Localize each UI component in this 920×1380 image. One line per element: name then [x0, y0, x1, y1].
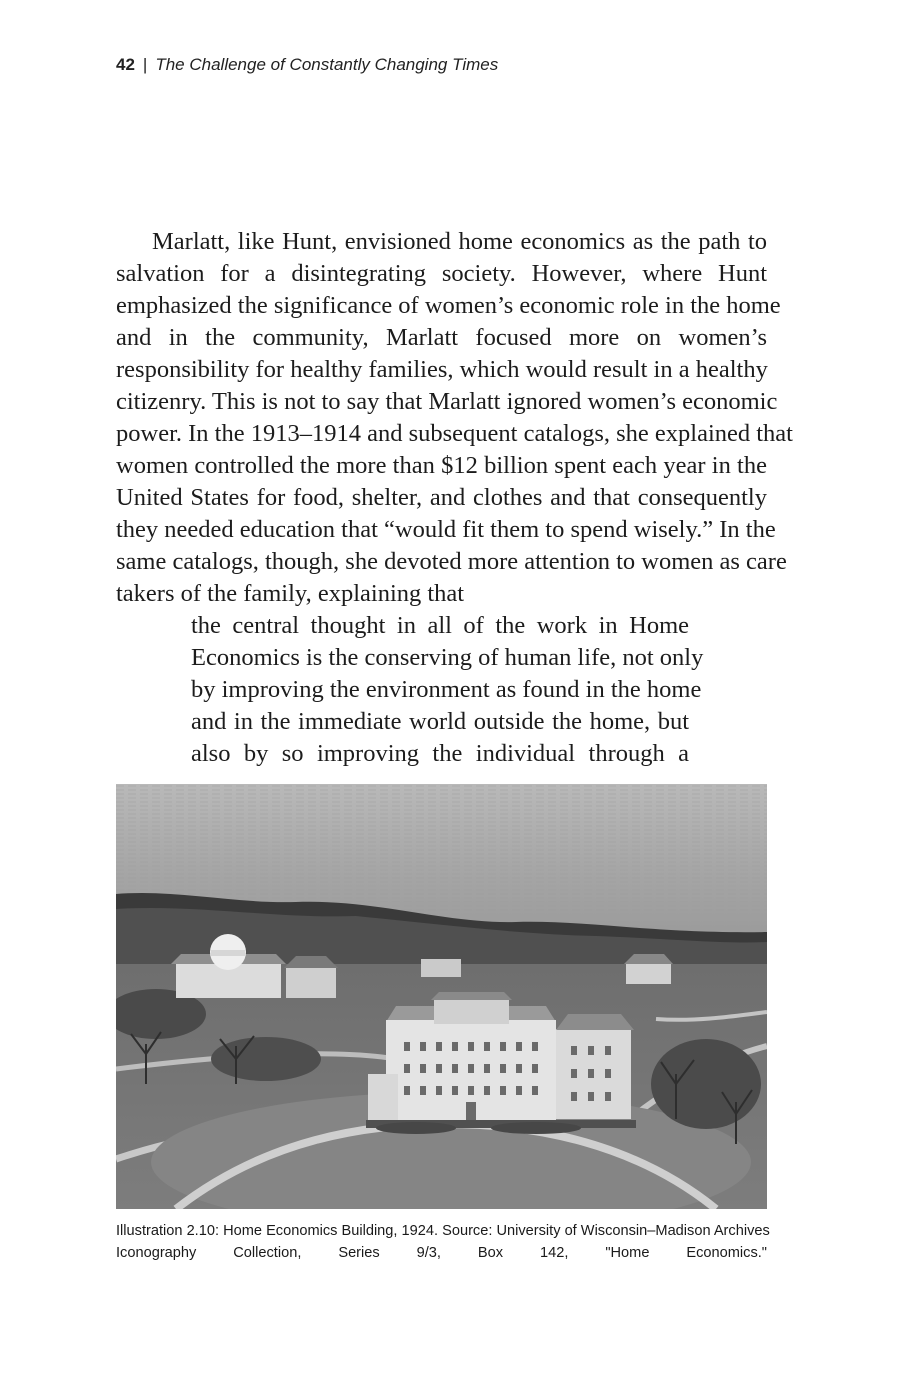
page-number: 42	[116, 55, 135, 74]
body-line: responsibility for healthy families, which would result in a healthy	[116, 356, 768, 383]
body-line: United States for food, shelter, and clothes and that consequently	[116, 484, 767, 511]
quote-line: and in the immediate world outside the home, but	[191, 708, 689, 735]
body-line: and in the community, Marlatt focused more on women’s	[116, 324, 767, 351]
body-line: emphasized the significance of women’s economic role in the home	[116, 292, 781, 319]
body-line: power. In the 1913–1914 and subsequent catalogs, she explained that	[116, 420, 793, 447]
header-separator: |	[142, 55, 148, 74]
quote-line: by improving the environment as found in the home	[191, 676, 702, 703]
body-line: citizenry. This is not to say that Marlatt ignored women’s economic	[116, 388, 778, 415]
body-paragraph	[116, 226, 793, 610]
quote-line: the central thought in all of the work in Home	[191, 612, 689, 639]
caption-line: Iconography Collection, Series 9/3, Box 142, "Home Economics."	[116, 1245, 767, 1261]
running-title: The Challenge of Constantly Changing Times	[155, 55, 499, 74]
body-line: salvation for a disintegrating society. However, where Hunt	[116, 260, 767, 287]
running-head	[116, 55, 498, 75]
block-quote	[191, 610, 704, 770]
quote-line: Economics is the conserving of human life, not only	[191, 644, 704, 671]
caption-line: Illustration 2.10: Home Economics Building, 1924. Source: University of Wisconsin–Madison Archives	[116, 1223, 770, 1239]
body-line: same catalogs, though, she devoted more attention to women as care	[116, 548, 787, 575]
figure-caption	[116, 1220, 770, 1264]
body-line: takers of the family, explaining that	[116, 580, 465, 607]
body-line: Marlatt, like Hunt, envisioned home economics as the path to	[152, 228, 767, 255]
body-line: women controlled the more than $12 billion spent each year in the	[116, 452, 767, 479]
quote-line: also by so improving the individual through a	[191, 740, 689, 767]
body-line: they needed education that “would fit them to spend wisely.” In the	[116, 516, 776, 543]
aerial-photo-home-economics-building	[116, 784, 767, 1209]
